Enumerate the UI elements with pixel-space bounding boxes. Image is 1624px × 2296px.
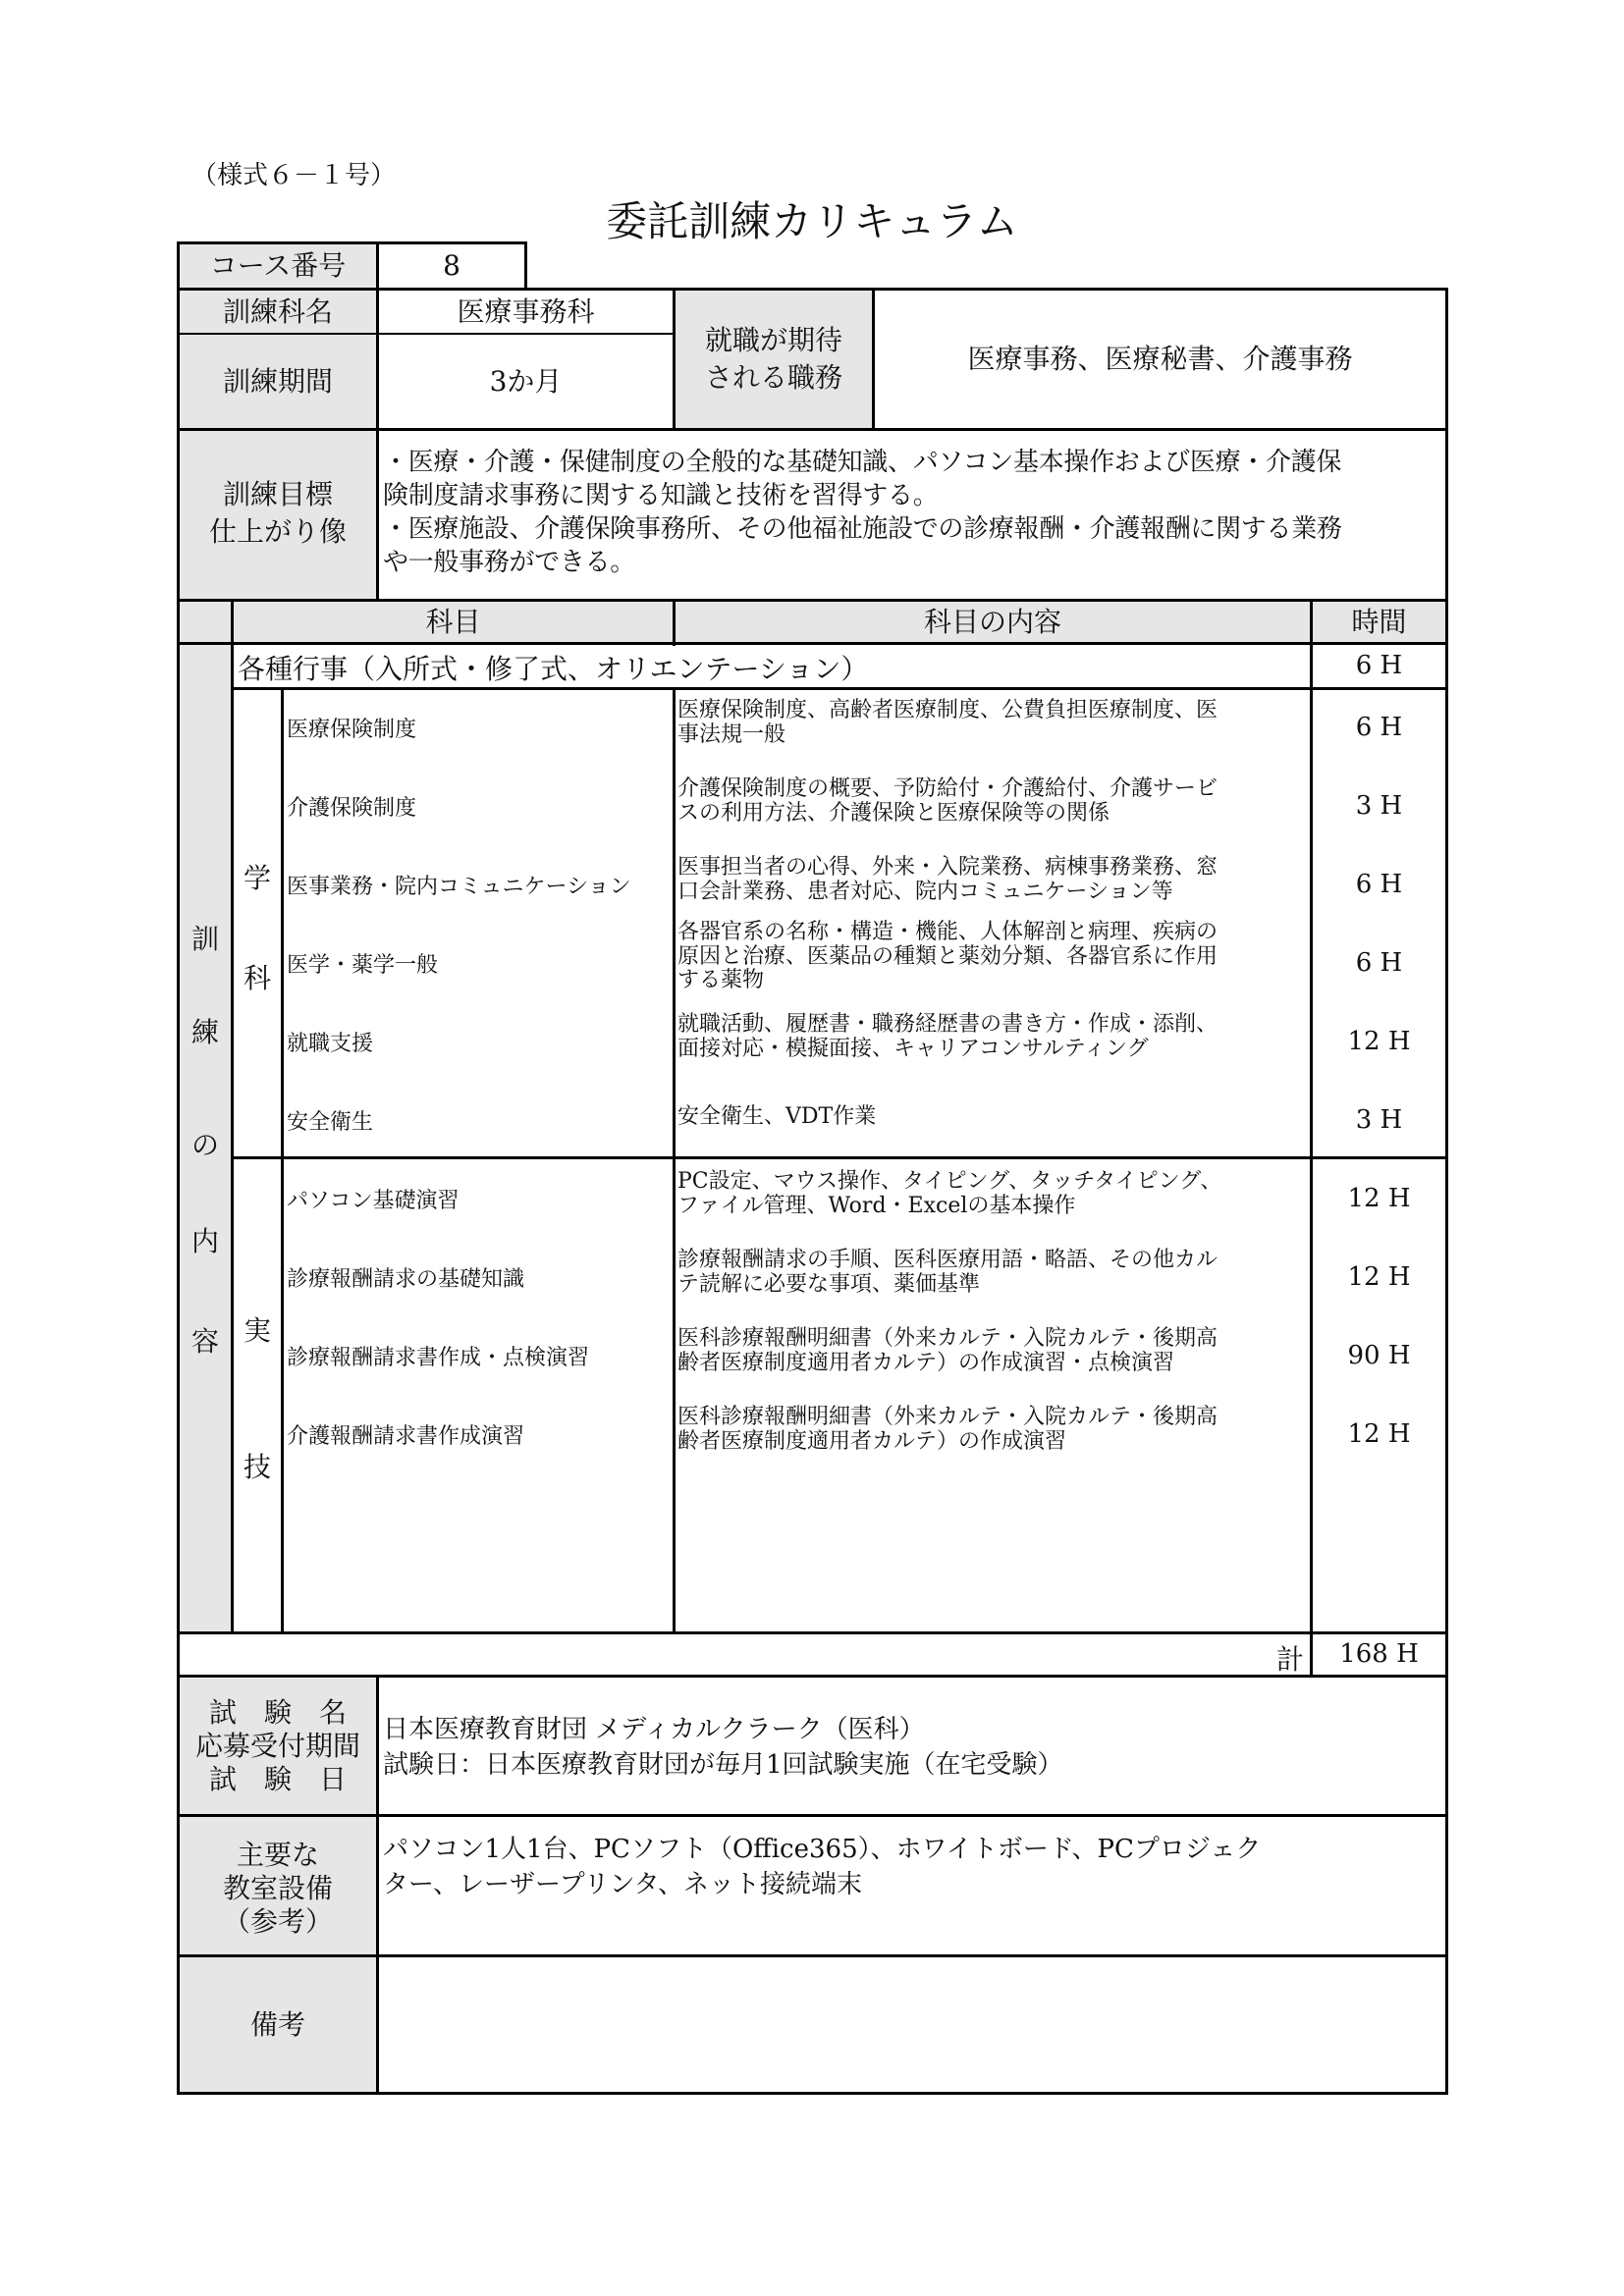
table-row-subject: パソコン基礎演習 bbox=[287, 1189, 460, 1213]
gakka-label-2: 科 bbox=[243, 962, 271, 994]
table-row-hours: 6 H bbox=[1355, 870, 1403, 899]
goal-label: 訓練目標 仕上がり像 bbox=[208, 478, 347, 548]
table-row-subject: 介護保険制度 bbox=[287, 796, 417, 821]
table-row-content: 就職活動、履歴書・職務経歴書の書き方・作成・添削、 面接対応・模擬面接、キャリアコンサルティング bbox=[677, 1012, 1218, 1061]
table-row-content: 安全衛生、VDT作業 bbox=[677, 1104, 877, 1129]
course-name-value: 医療事務科 bbox=[457, 295, 595, 328]
remarks-label: 備考 bbox=[249, 2008, 305, 2041]
header-subject: 科目 bbox=[425, 606, 481, 638]
table-row-subject: 安全衛生 bbox=[287, 1110, 374, 1135]
table-row-hours: 12 H bbox=[1347, 1027, 1411, 1056]
remarks-value bbox=[383, 1961, 1443, 2089]
table-row-content: 介護保険制度の概要、予防給付・介護給付、介護サービ スの利用方法、介護保険と医療保険等の関係 bbox=[677, 776, 1218, 826]
total-label: 計 bbox=[1276, 1643, 1305, 1676]
table-row-subject: 医療保険制度 bbox=[287, 718, 417, 742]
exam-label: 試 験 名 応募受付期間 試 験 日 bbox=[194, 1696, 360, 1795]
exam-text: 日本医療教育財団 メディカルクラーク（医科） 試験日：日本医療教育財団が毎月1回試験実施（在宅受験） bbox=[383, 1715, 1063, 1780]
course-no-value: 8 bbox=[443, 249, 460, 282]
side-label-4: 内 bbox=[190, 1225, 219, 1257]
table-row-content: 医科診療報酬明細書（外来カルテ・入院カルテ・後期高 齢者医療制度適用者カルテ）の作成演習・点検演習 bbox=[677, 1326, 1218, 1375]
table-row-content: 診療報酬請求の手順、医科医療用語・略語、その他カル テ読解に必要な事項、薬価基準 bbox=[677, 1248, 1218, 1297]
table-row-hours: 6 H bbox=[1355, 713, 1403, 742]
table-row-hours: 90 H bbox=[1347, 1341, 1411, 1370]
table-row-content: 医科診療報酬明細書（外来カルテ・入院カルテ・後期高 齢者医療制度適用者カルテ）の作成演習 bbox=[677, 1405, 1218, 1454]
table-row-subject: 医事業務・院内コミュニケーション bbox=[287, 875, 631, 899]
ceremony-label: 各種行事（入所式・修了式、オリエンテーション） bbox=[238, 653, 869, 685]
side-label-3: の bbox=[190, 1129, 219, 1161]
total-hours: 168 H bbox=[1339, 1639, 1419, 1669]
goal-text: ・医療・介護・保健制度の全般的な基礎知識、パソコン基本操作および医療・介護保 険制度請求事務に関する知識と技術を習得する。 ・医療施設、介護保険事務所、その他福祉施設での診療報酬・介護報酬に関する業務 や一般事務ができる。 bbox=[383, 448, 1342, 577]
page-title: 委託訓練カリキュラム bbox=[606, 197, 1018, 245]
table-row-hours: 12 H bbox=[1347, 1184, 1411, 1213]
table-row-content: PC設定、マウス操作、タイピング、タッチタイピング、 ファイル管理、Word・Excelの基本操作 bbox=[677, 1169, 1222, 1218]
table-row-subject: 就職支援 bbox=[287, 1032, 374, 1056]
gakka-label-1: 学 bbox=[243, 862, 271, 894]
table-row-content: 各器官系の名称・構造・機能、人体解剖と病理、疾病の 原因と治療、医薬品の種類と薬効分類、各器官系に作用 する薬物 bbox=[677, 920, 1218, 993]
side-label-1: 訓 bbox=[190, 923, 219, 955]
jobs-label: 就職が期待 される職務 bbox=[704, 324, 842, 394]
side-label-2: 練 bbox=[190, 1016, 219, 1048]
course-name-label: 訓練科名 bbox=[222, 295, 333, 328]
table-row-subject: 介護報酬請求書作成演習 bbox=[287, 1424, 525, 1449]
table-row-subject: 医学・薬学一般 bbox=[287, 953, 439, 978]
jobs-value: 医療事務、医療秘書、介護事務 bbox=[967, 343, 1353, 375]
table-row-hours: 3 H bbox=[1355, 1105, 1403, 1135]
side-label-5: 容 bbox=[190, 1325, 219, 1358]
equipment-text: パソコン1人1台、PCソフト（Office365）、ホワイトボード、PCプロジェク ター、レーザープリンタ、ネット接続端末 bbox=[383, 1835, 1262, 1899]
table-row-content: 医療保険制度、高齢者医療制度、公費負担医療制度、医 事法規一般 bbox=[677, 698, 1218, 747]
period-value: 3か月 bbox=[489, 365, 563, 398]
table-row-hours: 12 H bbox=[1347, 1262, 1411, 1292]
table-row-content: 医事担当者の心得、外来・入院業務、病棟事務業務、窓 口会計業務、患者対応、院内コミュニケーション等 bbox=[677, 855, 1218, 904]
table-row-subject: 診療報酬請求書作成・点検演習 bbox=[287, 1346, 590, 1370]
equipment-label: 主要な 教室設備 （参考） bbox=[222, 1839, 333, 1938]
ceremony-hours: 6 H bbox=[1355, 651, 1403, 680]
form-number: （様式６－１号） bbox=[191, 161, 397, 190]
jitsugi-label-1: 実 bbox=[243, 1314, 271, 1347]
table-row-hours: 6 H bbox=[1355, 948, 1403, 978]
header-hours: 時間 bbox=[1351, 606, 1407, 638]
header-content: 科目の内容 bbox=[923, 606, 1061, 638]
table-row-subject: 診療報酬請求の基礎知識 bbox=[287, 1267, 525, 1292]
jitsugi-label-2: 技 bbox=[243, 1451, 271, 1483]
table-row-hours: 3 H bbox=[1355, 791, 1403, 821]
table-row-hours: 12 H bbox=[1347, 1419, 1411, 1449]
period-label: 訓練期間 bbox=[222, 365, 333, 398]
course-no-label: コース番号 bbox=[209, 249, 347, 282]
